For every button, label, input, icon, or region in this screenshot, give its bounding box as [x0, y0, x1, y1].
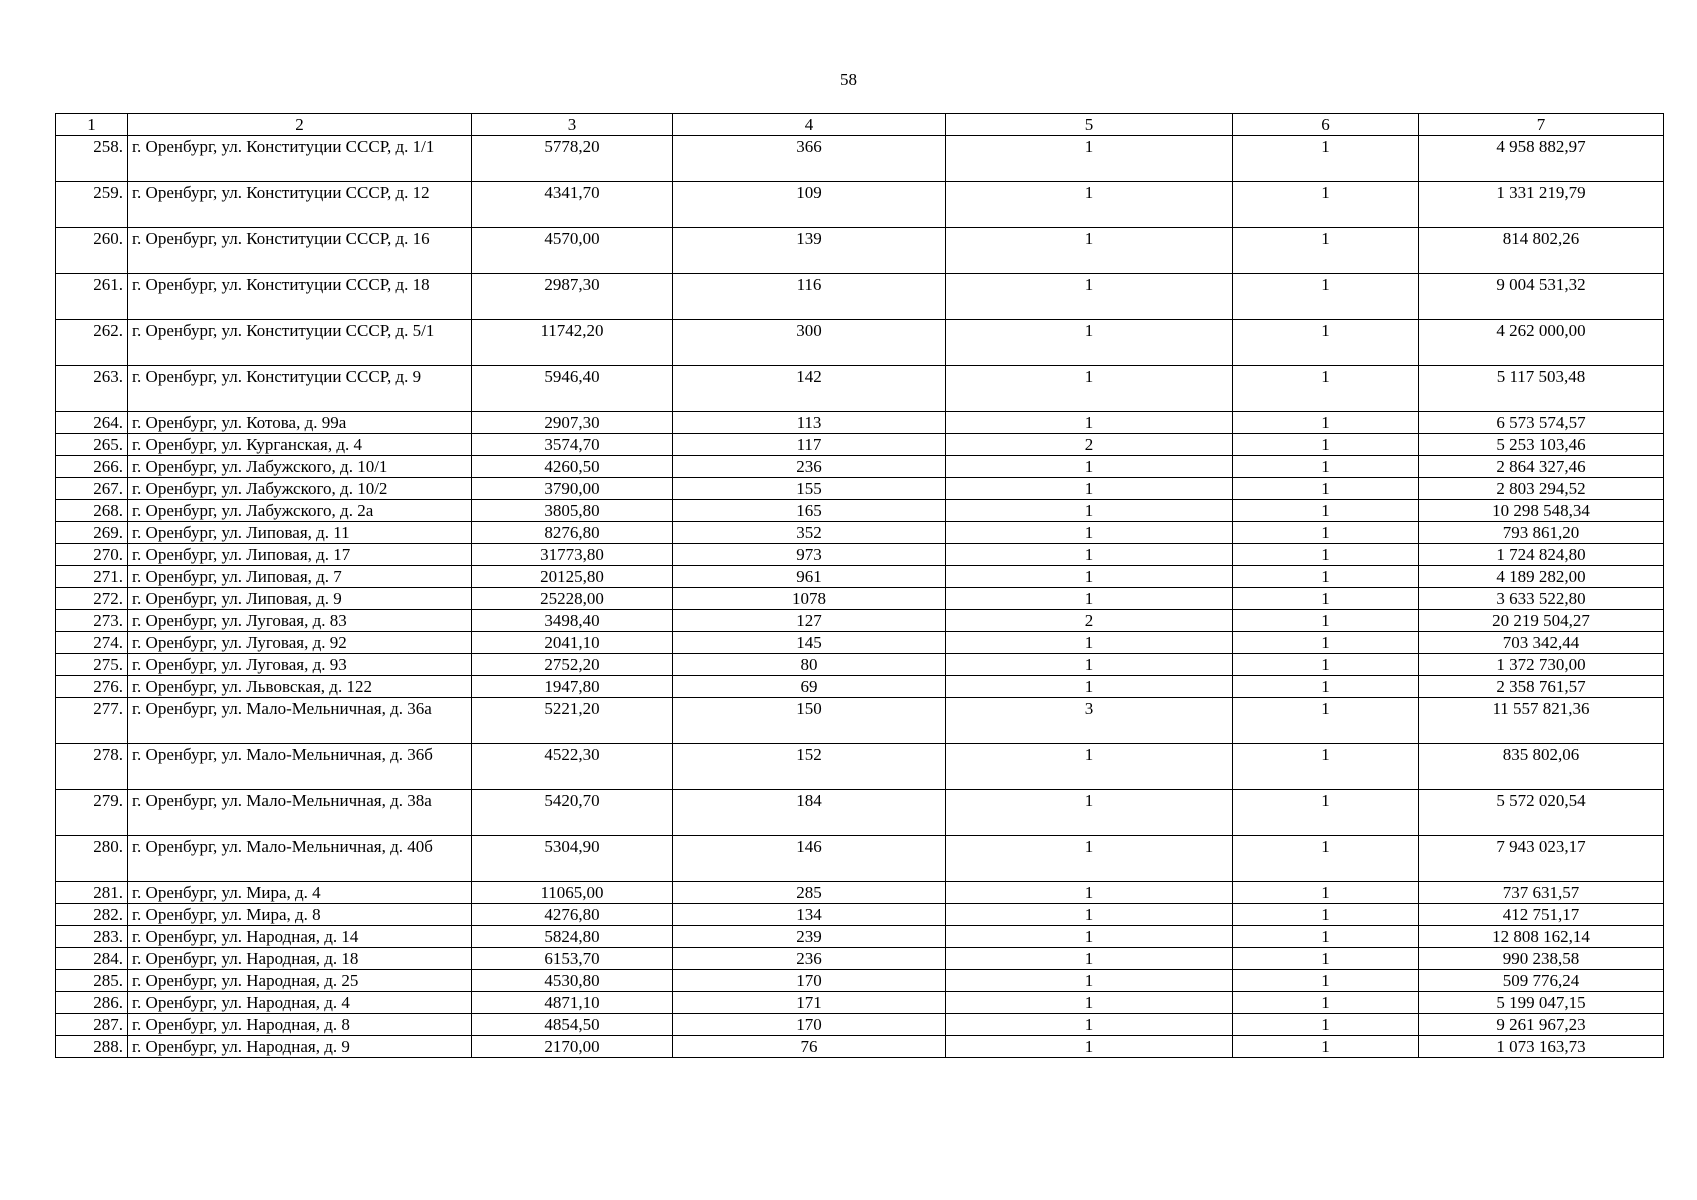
- address-cell: г. Оренбург, ул. Народная, д. 14: [128, 926, 472, 948]
- col6-cell: 1: [1233, 882, 1419, 904]
- table-row: [56, 926, 1664, 948]
- table-row: [56, 882, 1664, 904]
- table-row: [56, 500, 1664, 522]
- col3-cell: 2987,30: [472, 274, 673, 320]
- col3-cell: 25228,00: [472, 588, 673, 610]
- col4-cell: 170: [673, 970, 946, 992]
- col7-cell: 1 372 730,00: [1419, 654, 1664, 676]
- col6-cell: 1: [1233, 500, 1419, 522]
- col5-cell: 1: [946, 566, 1233, 588]
- table-row: [56, 676, 1664, 698]
- col7-cell: 5 117 503,48: [1419, 366, 1664, 412]
- col7-cell: 509 776,24: [1419, 970, 1664, 992]
- col3-cell: 4341,70: [472, 182, 673, 228]
- col3-cell: 2907,30: [472, 412, 673, 434]
- address-cell: г. Оренбург, ул. Лабужского, д. 2а: [128, 500, 472, 522]
- col4-cell: 152: [673, 744, 946, 790]
- table-row: [56, 698, 1664, 744]
- header-row: [56, 114, 1664, 136]
- address-cell: г. Оренбург, ул. Конституции СССР, д. 16: [128, 228, 472, 274]
- col7-cell: 5 253 103,46: [1419, 434, 1664, 456]
- col5-cell: 2: [946, 434, 1233, 456]
- col4-cell: 116: [673, 274, 946, 320]
- col4-cell: 184: [673, 790, 946, 836]
- table-row: [56, 320, 1664, 366]
- col4-cell: 150: [673, 698, 946, 744]
- col5-cell: 1: [946, 1014, 1233, 1036]
- row-number-cell: 279.: [56, 790, 128, 836]
- row-number-cell: 285.: [56, 970, 128, 992]
- col6-cell: 1: [1233, 522, 1419, 544]
- col7-cell: 4 262 000,00: [1419, 320, 1664, 366]
- table-row: [56, 836, 1664, 882]
- col6-cell: 1: [1233, 412, 1419, 434]
- col4-cell: 973: [673, 544, 946, 566]
- col3-cell: 4570,00: [472, 228, 673, 274]
- table-row: [56, 228, 1664, 274]
- col4-cell: 109: [673, 182, 946, 228]
- address-cell: г. Оренбург, ул. Лабужского, д. 10/1: [128, 456, 472, 478]
- table-row: [56, 478, 1664, 500]
- col3-cell: 5304,90: [472, 836, 673, 882]
- col3-cell: 5946,40: [472, 366, 673, 412]
- col3-cell: 3805,80: [472, 500, 673, 522]
- col6-cell: 1: [1233, 478, 1419, 500]
- col4-cell: 352: [673, 522, 946, 544]
- row-number-cell: 286.: [56, 992, 128, 1014]
- col4-cell: 300: [673, 320, 946, 366]
- col6-cell: 1: [1233, 948, 1419, 970]
- table-row: [56, 970, 1664, 992]
- col4-cell: 146: [673, 836, 946, 882]
- row-number-cell: 259.: [56, 182, 128, 228]
- col4-cell: 1078: [673, 588, 946, 610]
- row-number-cell: 275.: [56, 654, 128, 676]
- col5-cell: 3: [946, 698, 1233, 744]
- col5-cell: 1: [946, 412, 1233, 434]
- col5-cell: 1: [946, 366, 1233, 412]
- row-number-cell: 273.: [56, 610, 128, 632]
- col7-cell: 814 802,26: [1419, 228, 1664, 274]
- table-row: [56, 744, 1664, 790]
- col5-cell: 1: [946, 478, 1233, 500]
- row-number-cell: 270.: [56, 544, 128, 566]
- address-cell: г. Оренбург, ул. Луговая, д. 92: [128, 632, 472, 654]
- col7-cell: 737 631,57: [1419, 882, 1664, 904]
- col6-cell: 1: [1233, 366, 1419, 412]
- col7-cell: 10 298 548,34: [1419, 500, 1664, 522]
- col4-cell: 127: [673, 610, 946, 632]
- col6-cell: 1: [1233, 434, 1419, 456]
- table-header: [56, 114, 1664, 136]
- address-cell: г. Оренбург, ул. Народная, д. 4: [128, 992, 472, 1014]
- col4-cell: 171: [673, 992, 946, 1014]
- table-row: [56, 522, 1664, 544]
- address-cell: г. Оренбург, ул. Конституции СССР, д. 1/1: [128, 136, 472, 182]
- row-number-cell: 265.: [56, 434, 128, 456]
- address-cell: г. Оренбург, ул. Лабужского, д. 10/2: [128, 478, 472, 500]
- row-number-cell: 274.: [56, 632, 128, 654]
- col7-cell: 4 958 882,97: [1419, 136, 1664, 182]
- col5-cell: 1: [946, 676, 1233, 698]
- address-cell: г. Оренбург, ул. Мало-Мельничная, д. 36а: [128, 698, 472, 744]
- col5-cell: 1: [946, 744, 1233, 790]
- col5-cell: 1: [946, 970, 1233, 992]
- col7-cell: 793 861,20: [1419, 522, 1664, 544]
- address-cell: г. Оренбург, ул. Народная, д. 9: [128, 1036, 472, 1058]
- col5-cell: 1: [946, 654, 1233, 676]
- row-number-cell: 266.: [56, 456, 128, 478]
- col6-cell: 1: [1233, 610, 1419, 632]
- col4-cell: 139: [673, 228, 946, 274]
- col5-cell: 1: [946, 836, 1233, 882]
- row-number-cell: 278.: [56, 744, 128, 790]
- col6-cell: 1: [1233, 456, 1419, 478]
- col6-cell: 1: [1233, 632, 1419, 654]
- address-cell: г. Оренбург, ул. Котова, д. 99а: [128, 412, 472, 434]
- row-number-cell: 280.: [56, 836, 128, 882]
- table-row: [56, 456, 1664, 478]
- col5-cell: 1: [946, 228, 1233, 274]
- row-number-cell: 282.: [56, 904, 128, 926]
- col4-cell: 80: [673, 654, 946, 676]
- header-cell: 1: [56, 114, 128, 136]
- col4-cell: 961: [673, 566, 946, 588]
- col6-cell: 1: [1233, 698, 1419, 744]
- address-cell: г. Оренбург, ул. Липовая, д. 11: [128, 522, 472, 544]
- col4-cell: 142: [673, 366, 946, 412]
- col4-cell: 236: [673, 456, 946, 478]
- col6-cell: 1: [1233, 676, 1419, 698]
- table-row: [56, 610, 1664, 632]
- row-number-cell: 283.: [56, 926, 128, 948]
- address-cell: г. Оренбург, ул. Мало-Мельничная, д. 36б: [128, 744, 472, 790]
- col6-cell: 1: [1233, 790, 1419, 836]
- col3-cell: 3574,70: [472, 434, 673, 456]
- col5-cell: 1: [946, 522, 1233, 544]
- col7-cell: 703 342,44: [1419, 632, 1664, 654]
- col4-cell: 134: [673, 904, 946, 926]
- col5-cell: 1: [946, 882, 1233, 904]
- header-cell: 4: [673, 114, 946, 136]
- row-number-cell: 267.: [56, 478, 128, 500]
- col5-cell: 1: [946, 1036, 1233, 1058]
- table-row: [56, 566, 1664, 588]
- col3-cell: 3790,00: [472, 478, 673, 500]
- col3-cell: 6153,70: [472, 948, 673, 970]
- col6-cell: 1: [1233, 1036, 1419, 1058]
- col5-cell: 1: [946, 632, 1233, 654]
- address-cell: г. Оренбург, ул. Народная, д. 8: [128, 1014, 472, 1036]
- address-cell: г. Оренбург, ул. Луговая, д. 83: [128, 610, 472, 632]
- col7-cell: 1 073 163,73: [1419, 1036, 1664, 1058]
- col3-cell: 11742,20: [472, 320, 673, 366]
- address-cell: г. Оренбург, ул. Липовая, д. 17: [128, 544, 472, 566]
- address-cell: г. Оренбург, ул. Мира, д. 4: [128, 882, 472, 904]
- table-row: [56, 992, 1664, 1014]
- col7-cell: 3 633 522,80: [1419, 588, 1664, 610]
- table-row: [56, 790, 1664, 836]
- address-cell: г. Оренбург, ул. Курганская, д. 4: [128, 434, 472, 456]
- col6-cell: 1: [1233, 566, 1419, 588]
- address-cell: г. Оренбург, ул. Конституции СССР, д. 18: [128, 274, 472, 320]
- row-number-cell: 288.: [56, 1036, 128, 1058]
- col6-cell: 1: [1233, 904, 1419, 926]
- header-cell: 7: [1419, 114, 1664, 136]
- col7-cell: 5 199 047,15: [1419, 992, 1664, 1014]
- row-number-cell: 268.: [56, 500, 128, 522]
- table-row: [56, 588, 1664, 610]
- col3-cell: 5420,70: [472, 790, 673, 836]
- address-cell: г. Оренбург, ул. Липовая, д. 9: [128, 588, 472, 610]
- col5-cell: 1: [946, 456, 1233, 478]
- header-cell: 3: [472, 114, 673, 136]
- col3-cell: 4530,80: [472, 970, 673, 992]
- row-number-cell: 264.: [56, 412, 128, 434]
- col4-cell: 69: [673, 676, 946, 698]
- col7-cell: 5 572 020,54: [1419, 790, 1664, 836]
- col7-cell: 20 219 504,27: [1419, 610, 1664, 632]
- col6-cell: 1: [1233, 654, 1419, 676]
- col5-cell: 1: [946, 790, 1233, 836]
- col6-cell: 1: [1233, 1014, 1419, 1036]
- address-cell: г. Оренбург, ул. Народная, д. 25: [128, 970, 472, 992]
- table-row: [56, 1014, 1664, 1036]
- col5-cell: 1: [946, 500, 1233, 522]
- table-row: [56, 136, 1664, 182]
- col7-cell: 1 331 219,79: [1419, 182, 1664, 228]
- header-cell: 6: [1233, 114, 1419, 136]
- table-row: [56, 182, 1664, 228]
- col3-cell: 4260,50: [472, 456, 673, 478]
- col6-cell: 1: [1233, 228, 1419, 274]
- row-number-cell: 271.: [56, 566, 128, 588]
- col4-cell: 76: [673, 1036, 946, 1058]
- table-row: [56, 904, 1664, 926]
- col7-cell: 2 358 761,57: [1419, 676, 1664, 698]
- col6-cell: 1: [1233, 970, 1419, 992]
- row-number-cell: 277.: [56, 698, 128, 744]
- page-number: 58: [840, 70, 857, 89]
- table-row: [56, 1036, 1664, 1058]
- address-cell: г. Оренбург, ул. Народная, д. 18: [128, 948, 472, 970]
- col6-cell: 1: [1233, 136, 1419, 182]
- header-cell: 5: [946, 114, 1233, 136]
- table-body: [56, 136, 1664, 1058]
- row-number-cell: 260.: [56, 228, 128, 274]
- row-number-cell: 281.: [56, 882, 128, 904]
- col5-cell: 1: [946, 136, 1233, 182]
- row-number-cell: 272.: [56, 588, 128, 610]
- col3-cell: 2170,00: [472, 1036, 673, 1058]
- col5-cell: 2: [946, 610, 1233, 632]
- col7-cell: 9 261 967,23: [1419, 1014, 1664, 1036]
- col3-cell: 20125,80: [472, 566, 673, 588]
- col3-cell: 5221,20: [472, 698, 673, 744]
- address-cell: г. Оренбург, ул. Мало-Мельничная, д. 38а: [128, 790, 472, 836]
- row-number-cell: 269.: [56, 522, 128, 544]
- row-number-cell: 276.: [56, 676, 128, 698]
- col4-cell: 285: [673, 882, 946, 904]
- col5-cell: 1: [946, 588, 1233, 610]
- col3-cell: 4522,30: [472, 744, 673, 790]
- col4-cell: 366: [673, 136, 946, 182]
- col7-cell: 412 751,17: [1419, 904, 1664, 926]
- row-number-cell: 284.: [56, 948, 128, 970]
- row-number-cell: 261.: [56, 274, 128, 320]
- col4-cell: 236: [673, 948, 946, 970]
- table-row: [56, 274, 1664, 320]
- col4-cell: 239: [673, 926, 946, 948]
- col4-cell: 113: [673, 412, 946, 434]
- col3-cell: 3498,40: [472, 610, 673, 632]
- col7-cell: 2 803 294,52: [1419, 478, 1664, 500]
- col5-cell: 1: [946, 992, 1233, 1014]
- col3-cell: 2041,10: [472, 632, 673, 654]
- col6-cell: 1: [1233, 544, 1419, 566]
- col7-cell: 2 864 327,46: [1419, 456, 1664, 478]
- col3-cell: 4871,10: [472, 992, 673, 1014]
- col4-cell: 145: [673, 632, 946, 654]
- col7-cell: 6 573 574,57: [1419, 412, 1664, 434]
- col6-cell: 1: [1233, 992, 1419, 1014]
- table-row: [56, 632, 1664, 654]
- col5-cell: 1: [946, 320, 1233, 366]
- col5-cell: 1: [946, 926, 1233, 948]
- col4-cell: 117: [673, 434, 946, 456]
- col5-cell: 1: [946, 544, 1233, 566]
- col3-cell: 8276,80: [472, 522, 673, 544]
- col6-cell: 1: [1233, 320, 1419, 366]
- address-cell: г. Оренбург, ул. Львовская, д. 122: [128, 676, 472, 698]
- table-row: [56, 544, 1664, 566]
- table-row: [56, 948, 1664, 970]
- col7-cell: 4 189 282,00: [1419, 566, 1664, 588]
- col7-cell: 7 943 023,17: [1419, 836, 1664, 882]
- header-cell: 2: [128, 114, 472, 136]
- col7-cell: 990 238,58: [1419, 948, 1664, 970]
- address-cell: г. Оренбург, ул. Мира, д. 8: [128, 904, 472, 926]
- col4-cell: 155: [673, 478, 946, 500]
- col3-cell: 4276,80: [472, 904, 673, 926]
- data-table: [55, 113, 1664, 1058]
- col4-cell: 170: [673, 1014, 946, 1036]
- col5-cell: 1: [946, 948, 1233, 970]
- table-row: [56, 654, 1664, 676]
- row-number-cell: 287.: [56, 1014, 128, 1036]
- col5-cell: 1: [946, 274, 1233, 320]
- col6-cell: 1: [1233, 588, 1419, 610]
- col3-cell: 1947,80: [472, 676, 673, 698]
- col3-cell: 2752,20: [472, 654, 673, 676]
- col6-cell: 1: [1233, 182, 1419, 228]
- address-cell: г. Оренбург, ул. Мало-Мельничная, д. 40б: [128, 836, 472, 882]
- col3-cell: 5824,80: [472, 926, 673, 948]
- row-number-cell: 262.: [56, 320, 128, 366]
- address-cell: г. Оренбург, ул. Луговая, д. 93: [128, 654, 472, 676]
- col3-cell: 5778,20: [472, 136, 673, 182]
- col5-cell: 1: [946, 182, 1233, 228]
- col7-cell: 12 808 162,14: [1419, 926, 1664, 948]
- table-row: [56, 366, 1664, 412]
- col6-cell: 1: [1233, 836, 1419, 882]
- col7-cell: 1 724 824,80: [1419, 544, 1664, 566]
- row-number-cell: 263.: [56, 366, 128, 412]
- address-cell: г. Оренбург, ул. Конституции СССР, д. 5/1: [128, 320, 472, 366]
- col5-cell: 1: [946, 904, 1233, 926]
- col7-cell: 9 004 531,32: [1419, 274, 1664, 320]
- row-number-cell: 258.: [56, 136, 128, 182]
- table-row: [56, 434, 1664, 456]
- col3-cell: 4854,50: [472, 1014, 673, 1036]
- address-cell: г. Оренбург, ул. Конституции СССР, д. 12: [128, 182, 472, 228]
- col6-cell: 1: [1233, 926, 1419, 948]
- col4-cell: 165: [673, 500, 946, 522]
- col6-cell: 1: [1233, 744, 1419, 790]
- col6-cell: 1: [1233, 274, 1419, 320]
- col7-cell: 835 802,06: [1419, 744, 1664, 790]
- address-cell: г. Оренбург, ул. Конституции СССР, д. 9: [128, 366, 472, 412]
- address-cell: г. Оренбург, ул. Липовая, д. 7: [128, 566, 472, 588]
- col3-cell: 11065,00: [472, 882, 673, 904]
- col3-cell: 31773,80: [472, 544, 673, 566]
- col7-cell: 11 557 821,36: [1419, 698, 1664, 744]
- table-row: [56, 412, 1664, 434]
